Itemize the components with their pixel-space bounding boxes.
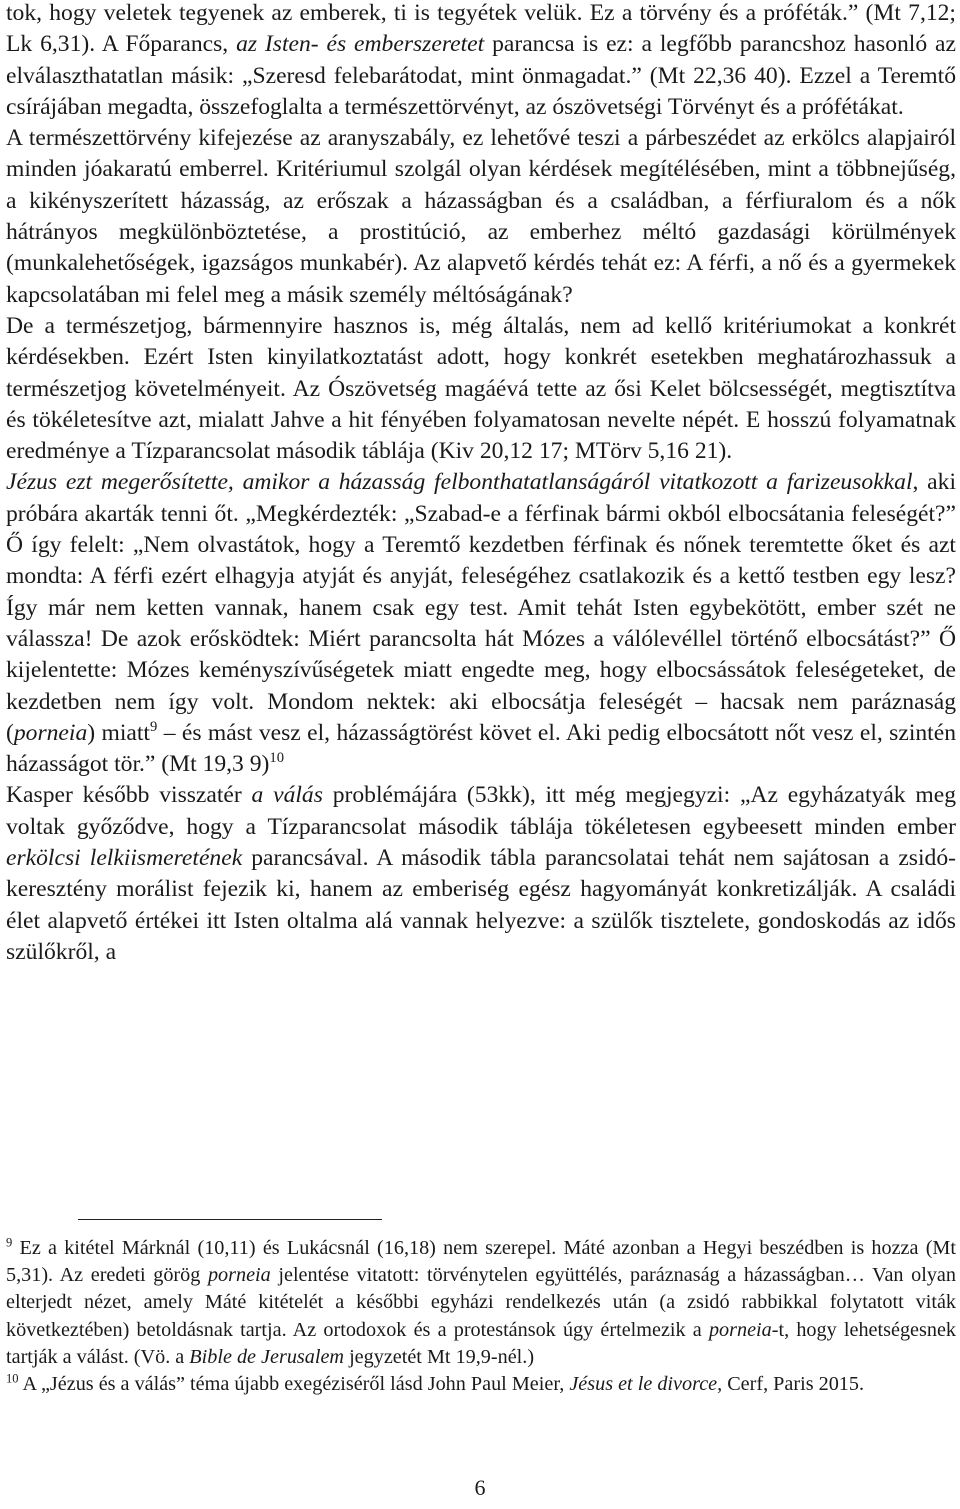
body-text <box>6 0 956 968</box>
paragraph-1 <box>6 0 956 123</box>
paragraph-2: A természettörvény kifejezése az aranyszabály, ez lehetővé teszi a párbeszédet az erkölcs alapjairól minden jóakaratú emberrel. Kritériumul szolgál olyan kérdések megítélésében, mint a többnejűség, a kikényszerített házasság, az erőszak a házasságban és a családban, a férfiuralom és a nők hátrányos megkülönböztetése, a prostitúció, az emberhez méltó gazdasági körülmények (munkalehetőségek, igazságos munkabér). Az alapvető kérdés tehát ez: A férfi, a nő és a gyermekek kapcsolatában mi felel meg a másik személy méltóságának? <box>6 125 956 308</box>
footnote-marker: 9 <box>6 1235 13 1250</box>
paragraph-5 <box>6 780 956 968</box>
text-run: -t, hogy lehetségesnek tartják a válást. (Vö. a <box>6 1318 956 1368</box>
text-run: Ez a kitétel Márknál (10,11) és Lukácsnál (16,18) nem szerepel. Máté azonban a Hegyi beszédben is hozza (Mt 5,31). Az eredeti görög <box>6 1237 956 1287</box>
italic-run: porneia <box>708 1318 772 1341</box>
text-run: tok, hogy veletek tegyenek az emberek, ti is tegyétek velük. Ez a törvény és a próféták.” (Mt 7,12; Lk 6,31). A Főparancs, <box>6 0 956 58</box>
text-run: Cerf, Paris 2015. <box>722 1373 865 1396</box>
text-run: Kasper később visszatér <box>6 782 252 809</box>
italic-run: Bible de Jerusalem <box>189 1345 345 1368</box>
text-run: problémájára (53kk), itt még megjegyzi: „Az egyházatyák meg voltak győződve, hogy a Tízparancsolat második táblája tökéletesen egybeesett minden ember <box>6 782 956 840</box>
text-run: ) miatt <box>87 719 150 746</box>
text-run: parancsa is ez: a legfőbb parancshoz hasonló az elválaszthatatlan másik: „Szeresd felebarátodat, mint önmagadat.” (Mt 22,36 40). Ezzel a Teremtő csírájában megadta, összefoglalta a természettörvényt, az ószövetségi Törvényt és a prófétákat. <box>6 31 956 120</box>
text-run: A „Jézus és a válás” téma újabb exegéziséről lásd John Paul Meier, <box>18 1373 570 1396</box>
page-number: 6 <box>474 1475 486 1500</box>
footnote-10 <box>6 1371 956 1398</box>
text-run: parancsával. A második tábla parancsolatai tehát nem sajátosan a zsidó-keresztény morálist fejezik ki, hanem az emberiség egész hagyományát konkretizálják. A családi élet alapvető értékei itt Isten oltalma alá vannak helyezve: a szülők tisztelete, gondoskodás az idős szülőkről, a <box>6 845 956 965</box>
footnote-separator <box>78 1219 382 1220</box>
footnote-ref-9[interactable]: 9 <box>150 719 158 736</box>
italic-run: erkölcsi lelkiismeretének <box>6 845 243 872</box>
italic-run: Jézus ezt megerősítette, amikor a házasság felbonthatatlanságáról vitatkozott a farizeusokkal <box>6 469 913 496</box>
italic-run: Jésus et le divorce, <box>569 1373 723 1396</box>
footnote-9 <box>6 1235 956 1371</box>
text-run: jegyzetét Mt 19,9-nél.) <box>344 1345 535 1368</box>
text-run: jelentése vitatott: törvénytelen együttélés, paráznaság a házasságban… Van olyan elterjedt nézet, amely Máté kitételét a későbbi egyházi rendelkezés után (a zsidó rabbikkal folytatott viták következtében) betoldásnak tartja. Az ortodoxok és a protestánsok úgy értelmezik a <box>6 1264 956 1341</box>
footnotes <box>6 1235 956 1398</box>
text-run: , aki próbára akarták tenni őt. „Megkérdezték: „Szabad-e a férfinak bármi okból elbocsátania feleségét?” Ő így felelt: „Nem olvastátok, hogy a Teremtő kezdetben férfinak és nőnek teremtette őket és azt mondta: A férfi ezért elhagyja atyját és anyját, feleségéhez csatlakozik és a kettő testben egy lesz? Így már nem ketten vannak, hanem csak egy test. Amit tehát Isten egybekötött, ember szét ne válassza! De azok erősködtek: Miért parancsolta hát Mózes a válólevéllel történő elbocsátást?” Ő kijelentette: Mózes keményszívűségetek miatt engedte meg, hogy elbocsássátok feleségeteket, de kezdetben nem így volt. Mondom nektek: aki elbocsátja feleségét – hacsak nem paráznaság ( <box>6 469 956 746</box>
text-run: – és mást vesz el, házasságtörést követ el. Aki pedig elbocsátott nőt vesz el, szintén házasságot tör.” (Mt 19,3 9) <box>6 719 956 778</box>
italic-run: porneia <box>207 1264 271 1287</box>
italic-run: az Isten- és emberszeretet <box>236 31 485 58</box>
footnote-ref-10[interactable]: 10 <box>269 750 285 767</box>
footnote-marker: 10 <box>6 1371 19 1386</box>
paragraph-4 <box>6 467 956 780</box>
italic-run: porneia <box>13 719 88 746</box>
paragraph-3: De a természetjog, bármennyire hasznos is, még általás, nem ad kellő kritériumokat a konkrét kérdésekben. Ezért Isten kinyilatkoztatást adott, hogy konkrét esetekben meghatározhassuk a természetjog követelményeit. Az Ószövetség magáévá tette az ősi Kelet bölcsességét, megtisztítva és tökéletesítve azt, mialatt Jahve a hit fényében folyamatosan nevelte népét. E hosszú folyamatnak eredménye a Tízparancsolat második táblája (Kiv 20,12 17; MTörv 5,16 21). <box>6 312 956 465</box>
italic-run: a válás <box>251 782 323 809</box>
